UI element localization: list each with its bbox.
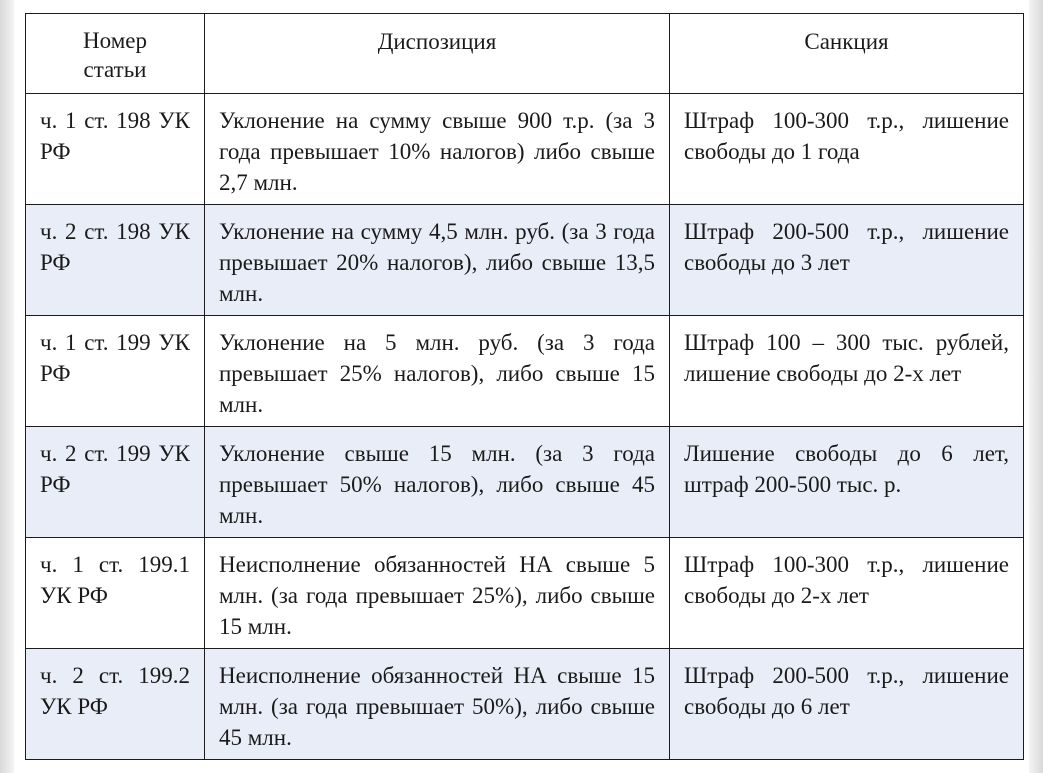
sanction-cell: Лишение свободы до 6 лет, штраф 200-500 тыс. р. (670, 427, 1024, 538)
table-row (26, 205, 1024, 316)
sanction-cell: Штраф 200-500 т.р., лишение свободы до 3 лет (670, 205, 1024, 316)
disposition-cell: Уклонение свыше 15 млн. (за 3 года превышает 50% налогов), либо свыше 45 млн. (205, 427, 670, 538)
header-article-line2: статьи (83, 57, 147, 82)
article-cell: ч. 1 ст. 199 УК РФ (26, 316, 205, 427)
header-article-line1: Номер (83, 28, 147, 53)
page-edge-right (1029, 0, 1043, 773)
table-header-row (26, 14, 1024, 94)
sanctions-table (25, 13, 1024, 760)
table-row (26, 94, 1024, 205)
table-row (26, 427, 1024, 538)
disposition-cell: Неисполнение обязанностей НА свыше 5 млн. (за года превышает 25%), либо свыше 15 млн. (205, 538, 670, 649)
header-article (26, 14, 205, 94)
sanction-cell: Штраф 200-500 т.р., лишение свободы до 6 лет (670, 649, 1024, 760)
article-cell: ч. 2 ст. 198 УК РФ (26, 205, 205, 316)
header-disposition: Диспозиция (205, 14, 670, 94)
page-edge-left (0, 0, 14, 773)
sanction-cell: Штраф 100-300 т.р., лишение свободы до 1 года (670, 94, 1024, 205)
article-cell: ч. 2 ст. 199.2 УК РФ (26, 649, 205, 760)
article-cell: ч. 2 ст. 199 УК РФ (26, 427, 205, 538)
disposition-cell: Неисполнение обязанностей НА свыше 15 млн. (за года превышает 50%), либо свыше 45 млн. (205, 649, 670, 760)
disposition-cell: Уклонение на сумму 4,5 млн. руб. (за 3 года превышает 20% налогов), либо свыше 13,5 млн. (205, 205, 670, 316)
disposition-cell: Уклонение на 5 млн. руб. (за 3 года превышает 25% налогов), либо свыше 15 млн. (205, 316, 670, 427)
table-row (26, 316, 1024, 427)
table-row (26, 649, 1024, 760)
article-cell: ч. 1 ст. 199.1 УК РФ (26, 538, 205, 649)
sanction-cell: Штраф 100 – 300 тыс. рублей, лишение свободы до 2-х лет (670, 316, 1024, 427)
article-cell: ч. 1 ст. 198 УК РФ (26, 94, 205, 205)
disposition-cell: Уклонение на сумму свыше 900 т.р. (за 3 года превышает 10% налогов) либо свыше 2,7 млн. (205, 94, 670, 205)
table-row (26, 538, 1024, 649)
header-sanction: Санкция (670, 14, 1024, 94)
sanction-cell: Штраф 100-300 т.р., лишение свободы до 2-х лет (670, 538, 1024, 649)
